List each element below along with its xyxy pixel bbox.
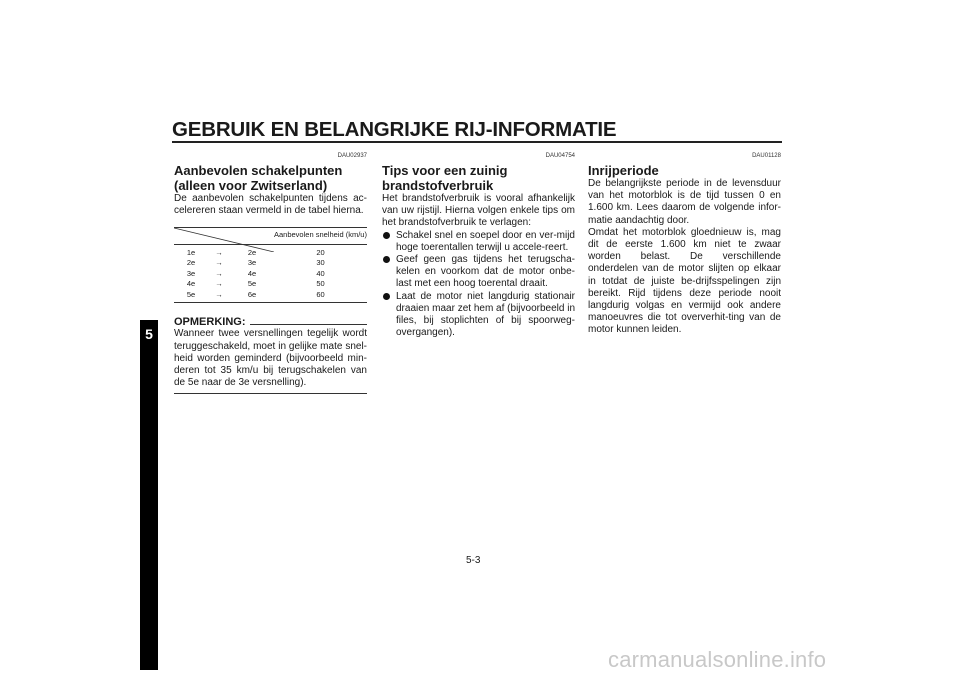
gear-from: 2e	[186, 258, 196, 268]
table-row	[174, 290, 367, 303]
paragraph: Omdat het motorblok gloednieuw is, mag dit de eerste 1.600 km niet te zwaar worden belast. De verschillende onderdelen van de motor slijten op elkaar in totdat de juiste be-drijfsspelingen zijn bereikt. Rijd tijdens deze periode nooit langdurig volgas en vermijd ook andere manoeuvres die tot oververhit-ting van de motor kunnen leiden.	[588, 226, 781, 336]
chapter-tab: 5	[140, 320, 158, 670]
table-diagonal-cell	[174, 228, 274, 245]
arrow-icon: →	[215, 258, 223, 268]
table-header-row	[174, 228, 367, 245]
note-end-rule	[174, 393, 367, 394]
column-shift-points	[174, 152, 367, 394]
arrow-icon: →	[208, 290, 230, 303]
speed-value: 30	[316, 258, 325, 268]
tips-list	[382, 230, 575, 340]
gear-from: 4e	[186, 279, 196, 289]
arrow-icon: →	[215, 247, 223, 257]
note-label: OPMERKING:	[174, 316, 246, 329]
section-code: DAU04754	[545, 153, 575, 159]
bullet-icon	[383, 232, 390, 239]
section-heading: Inrijperiode	[588, 163, 659, 178]
note-text: Wanneer twee versnellingen tegelijk wordt teruggeschakeld, moet in gelijke mate snel-heid worden geminderd (bijvoorbeeld min-deren tot 35 km/u bij terugschakelen van de 5e naar de 3e versnelling).	[174, 328, 367, 389]
speed-value: 50	[316, 279, 325, 289]
gear-to: 5e	[247, 279, 257, 289]
column-fuel-tips	[382, 152, 575, 339]
intro-text: De aanbevolen schakelpunten tijdens ac-celereren staan vermeld in de tabel hierna.	[174, 193, 367, 217]
gear-from: 3e	[186, 268, 196, 278]
page-title: GEBRUIK EN BELANGRIJKE RIJ-INFORMATIE	[172, 118, 617, 141]
table-row	[174, 269, 367, 280]
header-rule	[172, 141, 782, 143]
bullet-icon	[383, 256, 390, 263]
shift-points-table	[174, 227, 367, 303]
gear-from: 1e	[186, 247, 196, 257]
list-item	[382, 254, 575, 291]
intro-text: Het brandstofverbruik is vooral afhankelijk van uw rijstijl. Hierna volgen enkele tips om het brandstofverbruik te verlagen:	[382, 193, 575, 229]
section-code: DAU01128	[752, 153, 781, 159]
list-item	[382, 291, 575, 340]
table-header-speed: Aanbevolen snelheid (km/u)	[274, 228, 367, 245]
table-row	[174, 258, 367, 269]
page-number: 5-3	[466, 555, 481, 566]
note-header	[174, 316, 367, 328]
speed-value: 20	[316, 247, 325, 257]
diagonal-line	[174, 228, 274, 252]
paragraph: De belangrijkste periode in de levensduur van het motorblok is de tijd tussen 0 en 1.600 km. Lees daarom de volgende infor-matie aandachtig door.	[588, 178, 781, 226]
gear-from: 5e	[174, 290, 208, 303]
watermark: carmanualsonline.info	[608, 647, 827, 672]
table-row	[174, 279, 367, 290]
note-rule	[250, 324, 368, 325]
gear-to: 3e	[247, 258, 257, 268]
bullet-icon	[383, 293, 390, 300]
arrow-icon: →	[215, 268, 223, 278]
gear-to: 4e	[247, 268, 257, 278]
list-item-text: Schakel snel en soepel door en ver-mijd hoge toerentallen terwijl u accele-reert.	[396, 229, 575, 253]
list-item	[382, 230, 575, 254]
list-item-text: Geef geen gas tijdens het terugscha-kelen en voorkom dat de motor onbe-last met een hoog toerental draait.	[396, 254, 575, 290]
section-code: DAU02937	[337, 153, 367, 159]
speed-value: 40	[316, 268, 325, 278]
speed-value: 60	[274, 290, 367, 303]
list-item-text: Laat de motor niet langdurig stationair draaien maar zet hem af (bijvoorbeeld in files, bij stoplichten of bij spoorweg-overgangen).	[396, 290, 575, 339]
column-break-in	[588, 152, 781, 337]
section-heading: Tips voor een zuinig brandstofverbruik	[382, 163, 508, 193]
arrow-icon: →	[215, 279, 223, 289]
gear-to: 2e	[247, 247, 257, 257]
section-heading: Aanbevolen schakelpunten (alleen voor Zwitserland)	[174, 163, 343, 193]
gear-to: 6e	[230, 290, 274, 303]
